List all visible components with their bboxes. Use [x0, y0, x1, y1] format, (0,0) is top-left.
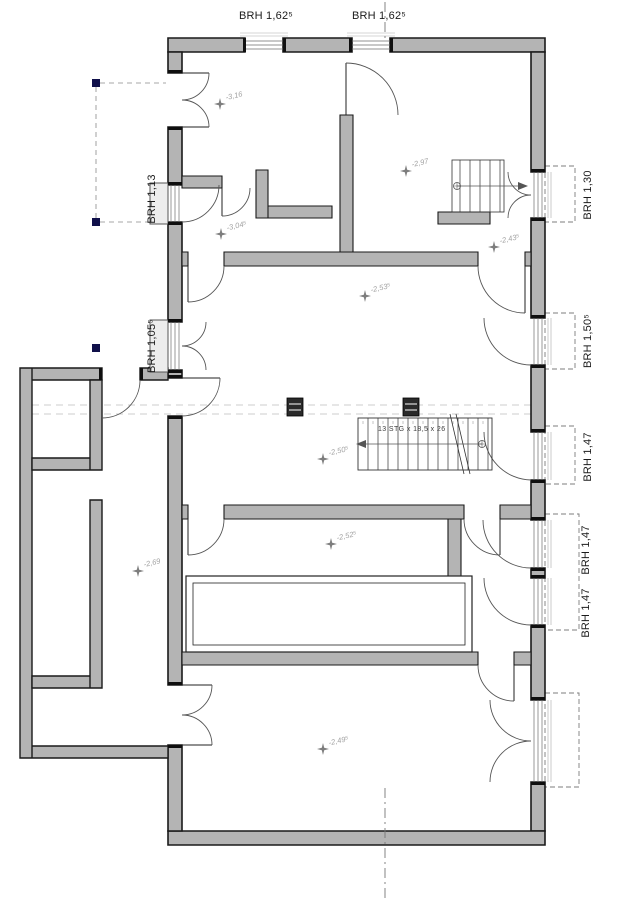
level-marker-icon: [215, 228, 227, 240]
level-marker-icon: [400, 165, 412, 177]
level-marker: [132, 556, 162, 577]
level-marker: [317, 734, 350, 755]
level-marker: [488, 232, 521, 253]
sill-height-label: BRH 1,47: [580, 588, 592, 638]
lightwells: [545, 166, 579, 787]
sill-height-label: BRH 1,13: [146, 174, 158, 224]
sill-height-label: BRH 1,30: [582, 170, 594, 220]
exterior-walls: [168, 38, 545, 845]
window-frames: [171, 41, 542, 782]
arrow-icon: [356, 440, 366, 448]
level-value: -2,97: [410, 156, 430, 169]
sill-height-label: BRH 1,47: [580, 525, 592, 575]
level-marker: [400, 156, 430, 177]
sill-height-label: BRH 1,62⁵: [238, 10, 294, 22]
arrow-icon: [518, 182, 528, 190]
level-marker-icon: [325, 538, 337, 550]
level-value: -2,43⁵: [498, 232, 521, 246]
sill-height-label: BRH 1,47: [582, 432, 594, 482]
door-swings: [102, 63, 531, 782]
level-marker: [325, 529, 358, 550]
level-marker-icon: [488, 241, 500, 253]
level-marker-icon: [359, 290, 371, 302]
level-marker-icon: [214, 98, 226, 110]
sill-height-label: BRH 1,62⁵: [351, 10, 407, 22]
window-jambs: [99, 38, 545, 785]
stair-annotation: 13 STG x 18,5 x 26: [378, 426, 446, 433]
level-marker-icon: [317, 453, 329, 465]
level-value: -2,53⁵: [369, 281, 392, 295]
level-marker: [214, 89, 244, 110]
steel-columns: [287, 398, 419, 416]
sill-height-label: BRH 1,50⁵: [582, 313, 594, 369]
level-value: -3,16: [224, 89, 244, 102]
level-value: -2,50⁵: [327, 444, 350, 458]
thin-room: [186, 576, 472, 652]
level-marker: [215, 219, 248, 240]
level-marker: [317, 444, 350, 465]
main-stair: [356, 414, 492, 474]
sill-height-label: BRH 1,05⁵: [146, 318, 158, 374]
level-value: -2,69: [142, 556, 162, 569]
level-value: -2,52⁵: [335, 529, 358, 543]
level-marker-icon: [317, 743, 329, 755]
level-value: -2,49⁵: [327, 734, 350, 748]
level-value: -3,04⁵: [225, 219, 248, 233]
level-marker: [359, 281, 392, 302]
level-marker-icon: [132, 565, 144, 577]
upper-stair: [452, 160, 528, 212]
